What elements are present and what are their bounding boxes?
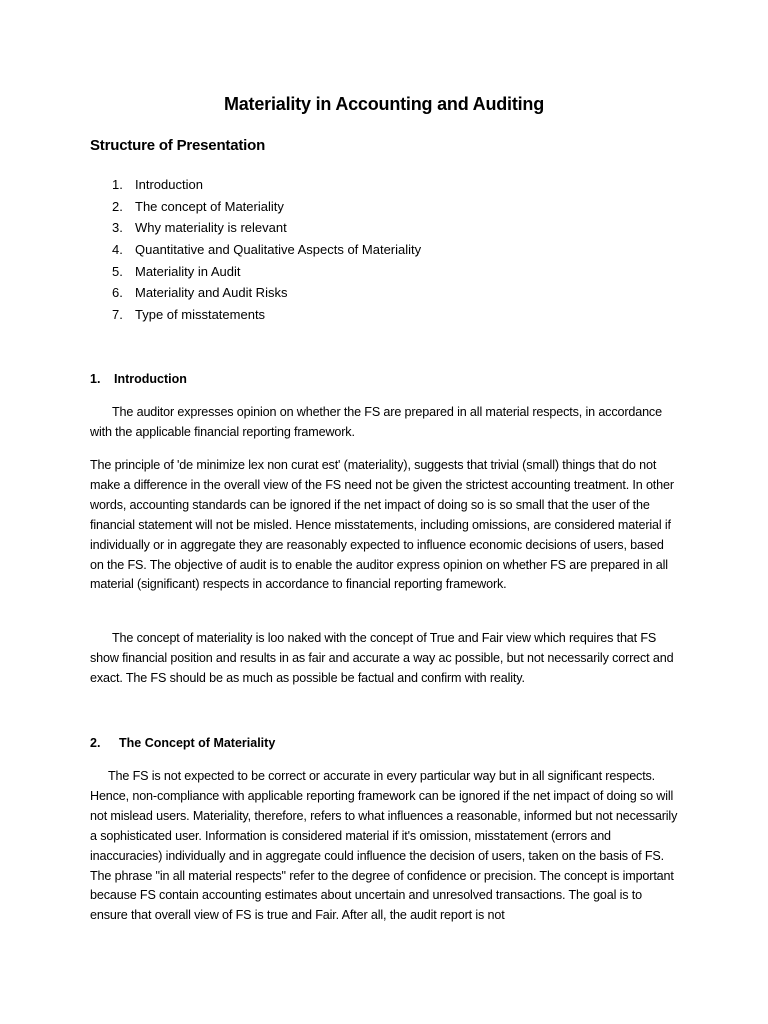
outline-item: 4. Quantitative and Qualitative Aspects of Materiality [112, 242, 422, 258]
section-heading-introduction: 1. Introduction [90, 372, 187, 386]
document-title: Materiality in Accounting and Auditing [223, 94, 545, 114]
outline-item: 6. Materiality and Audit Risks [112, 285, 288, 301]
outline-item: 1. Introduction [112, 177, 203, 192]
outline-item: 7. Type of misstatements [112, 307, 266, 323]
section-heading-concept: 2. The Concept of Materiality [90, 736, 276, 750]
outline-item: 2. The concept of Materiality [112, 198, 284, 214]
outline-item: 5. Materiality in Audit [112, 263, 241, 279]
concept-paragraph-1: The FS is not expected to be correct or accurate in every particular way but in all significant respects. Hence, non-compliance with applicable reporting framework can be ignored if the net impact of doing so will not mislead users. Materiality, therefore, refers to what influences a reasonable, informed but not necessarily a sophisticated user. Information is considered material if it's omission, misstatement (errors and inaccuracies) individually and in aggregate could influence the decision of users, taken on the basis of FS. The phrase "in all material respects" refer to the degree of confidence or precision. The concept is important because FS contain accounting estimates about uncertain and unresolved transactions. The goal is to ensure that overall view of FS is true and Fair. After all, the audit report is not [90, 769, 678, 923]
intro-paragraph-3: The concept of materiality is loo naked with the concept of True and Fair view which requires that FS show financial position and results in as fair and accurate a way ac possible, but not necessarily correct and exact. The FS should be as much as possible be factual and confirm with reality. [90, 631, 674, 685]
intro-paragraph-2: The principle of 'de minimize lex non curat est' (materiality), suggests that trivial (small) things that do not make a difference in the overall view of the FS need not be given the strictest accounting treatment. In other words, accounting standards can be ignored if the net impact of doing so is so small that the user of the financial statement will not be misled. Hence misstatements, including omissions, are considered material if individually or in aggregate they are reasonably expected to influence economic decisions of users, based on the FS. The objective of audit is to enable the auditor express opinion on whether FS are prepared in all material (significant) respects in accordance to financial reporting framework. [90, 458, 674, 592]
outline-item: 3. Why materiality is relevant [112, 220, 287, 236]
intro-paragraph-1: The auditor expresses opinion on whether the FS are prepared in all material respects, in accordance with the applicable financial reporting framework. [90, 405, 662, 439]
structure-heading: Structure of Presentation [90, 137, 266, 154]
presentation-outline [112, 174, 421, 326]
